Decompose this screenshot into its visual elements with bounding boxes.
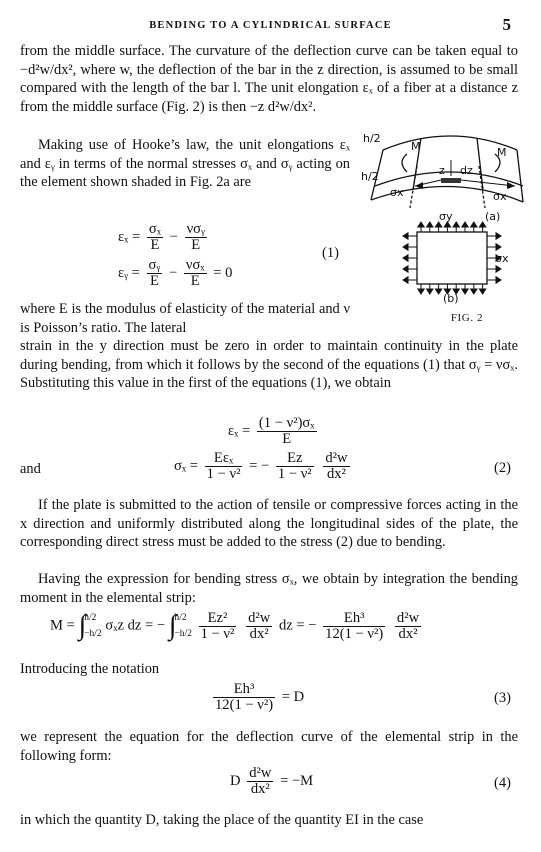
label-h2-bottom: h/2	[361, 170, 379, 183]
label-part-b: (b)	[443, 292, 459, 305]
label-sigma-y: σy	[439, 210, 453, 223]
page-header	[0, 14, 541, 38]
eqM-f3-denominator: 12(1 − ν²)	[325, 625, 384, 642]
equation-moment	[50, 610, 424, 642]
eq2-f3-denominator: dx²	[326, 466, 346, 482]
eq2-fraction-3	[323, 451, 349, 482]
eq3-rhs: = D	[281, 688, 305, 705]
eqM-f1-numerator: Ez²	[199, 611, 237, 627]
paragraph-direct-stress: If the plate is submitted to the action of tensile or compressive forces acting in the x direction and uniformly distributed along the longitudinal sides of the plate, the corresponding direct stress must be added to the stress (2) due to bending.	[20, 497, 518, 550]
equation-1b	[118, 258, 232, 289]
sigma-y-arrow-bottom-head	[418, 289, 424, 294]
eq1b-f1-numerator: σᵧ	[148, 257, 161, 273]
eq4-D: D	[230, 772, 241, 789]
eq1a-f2-denominator: E	[191, 237, 201, 253]
paragraph-deflection-form: we represent the equation for the deflection curve of the elemental strip in the following form:	[20, 729, 518, 764]
eq-ex-fraction	[257, 416, 317, 447]
moment-arrow-left	[402, 154, 407, 172]
paragraph-lateral-strain: strain in the y direction must be zero in order to maintain continuity in the plate during bending, from which it follows by the second of the equations (1) that σᵧ = νσₓ. Substituting this value in the first of the equations (1), we obtain	[20, 338, 518, 391]
eqM-limits-1	[84, 610, 102, 642]
eq4-denominator: dx²	[250, 781, 270, 797]
equation-2-number: (2)	[494, 460, 511, 476]
label-dz: dz	[460, 164, 473, 177]
equation-3	[210, 682, 304, 713]
paragraph-curvature: from the middle surface. The curvature of the deflection curve can be taken equal to −d²w/dx², where w, the deflection of the bar in the z direction, is assumed to be small compared with the length of the bar l. The unit elongation εₓ of a fiber at a distance z from the middle surface (Fig. 2) is then −z d²w/dx².	[20, 43, 518, 115]
sigma-y-arrow-top-head	[453, 222, 459, 227]
sigma-y-arrow-top-head	[462, 222, 468, 227]
label-h2-top: h/2	[363, 132, 381, 145]
paragraph-modulus: where E is the modulus of elasticity of the material and ν is Poisson’s ratio. The lateral	[20, 301, 350, 336]
plate-element-rectangle	[417, 232, 487, 284]
section-dashed-left	[410, 166, 417, 208]
sigma-x-arrows	[403, 233, 501, 283]
eqM-integral-2: ∫	[168, 610, 177, 641]
word-and: and	[20, 461, 41, 477]
eq-ex-denominator: E	[282, 431, 292, 447]
running-head: BENDING TO A CYLINDRICAL SURFACE	[149, 20, 392, 31]
sigma-x-arrow-left-head	[403, 244, 408, 250]
eq1b-f1-denominator: E	[149, 273, 159, 289]
eq2-f2-numerator: Ez	[276, 451, 314, 467]
eqM-fraction-1	[199, 611, 237, 642]
eq1a-f1-numerator: σₓ	[148, 221, 162, 237]
eq1a-fraction-2	[185, 222, 207, 253]
eqM-f2-numerator: d²w	[248, 609, 271, 626]
paragraph-hookes-law: Making use of Hooke’s law, the unit elongations εₓ and εᵧ in terms of the normal stresses σₓ and σᵧ acting on the element shown shaded in Fig. 2a are	[20, 137, 350, 190]
label-moment-right: M	[497, 146, 507, 159]
eq4-fraction	[247, 766, 273, 797]
eq3-numerator: Eh³	[213, 682, 275, 698]
eq1b-minus: −	[168, 264, 178, 281]
eqM-integrand: σₓz dz = −	[105, 617, 166, 634]
eqM-f4-numerator: d²w	[396, 609, 420, 626]
label-sigma-x-right: σx	[493, 190, 507, 203]
label-moment-left: M	[411, 140, 421, 153]
eq3-fraction	[213, 682, 275, 713]
eqM-f1-denominator: 1 − ν²	[200, 625, 235, 642]
sigma-x-arrow-right-head	[496, 277, 501, 283]
sigma-y-arrow-bottom-head	[479, 289, 485, 294]
eq3-denominator: 12(1 − ν²)	[215, 697, 274, 713]
eqM-fraction-3	[323, 611, 385, 642]
eqM-upper-2: h/2	[174, 613, 187, 623]
eqM-dz: dz = −	[278, 617, 317, 634]
eq1a-minus: −	[169, 228, 178, 245]
eq-ex-lhs: εₓ =	[228, 422, 251, 439]
figure-2	[355, 128, 525, 328]
sigma-x-arrow-left-head	[403, 233, 408, 239]
eq2-f3-numerator: d²w	[325, 450, 348, 466]
eq1a-fraction-1	[147, 222, 163, 253]
eqM-limits-2	[174, 610, 192, 642]
sigma-x-arrow-left-head	[403, 266, 408, 272]
eq1b-fraction-2	[184, 258, 207, 289]
eqM-integral-1: ∫	[78, 610, 87, 641]
sigma-y-arrow-bottom-head	[435, 289, 441, 294]
eq2-lhs: σₓ =	[174, 457, 198, 474]
eq-ex-numerator: (1 − ν²)σₓ	[258, 415, 315, 431]
eqM-lhs: M =	[50, 617, 75, 634]
figure-2b-element	[417, 232, 487, 284]
figure-caption: FIG. 2	[450, 312, 484, 324]
label-sigma-x-b: σx	[495, 252, 509, 265]
eqM-f3-numerator: Eh³	[323, 611, 385, 627]
eqM-lower-1: −h/2	[84, 629, 102, 639]
sigma-x-arrow-left-head	[403, 255, 408, 261]
equation-1-number: (1)	[322, 245, 339, 261]
eq4-numerator: d²w	[249, 765, 272, 781]
eq1a-lhs: εₓ =	[118, 228, 141, 245]
eq2-middle: = −	[249, 457, 270, 474]
paragraph-bending-moment: Having the expression for bending stress σₓ, we obtain by integration the bending moment in the elemental strip:	[20, 571, 518, 606]
equation-3-number: (3)	[494, 690, 511, 706]
eqM-fraction-2	[246, 611, 272, 642]
sigma-y-arrow-top-head	[471, 222, 477, 227]
eqM-f2-denominator: dx²	[249, 625, 269, 642]
paragraph-flexural-rigidity: in which the quantity D, taking the place of the quantity EI in the case	[20, 812, 424, 828]
eq2-f1-numerator: Eεₓ	[205, 451, 243, 467]
sigma-x-arrow-left-head	[403, 277, 408, 283]
equation-4	[230, 766, 313, 797]
page-number: 5	[502, 15, 511, 34]
eq1b-f2-denominator: E	[190, 273, 200, 289]
sigma-y-arrow-top-head	[427, 222, 433, 227]
equation-epsilon-x	[228, 416, 320, 447]
eq1b-lhs: εᵧ =	[118, 264, 140, 281]
eq2-f2-denominator: 1 − ν²	[277, 466, 312, 482]
sigma-x-arrow-right-head	[496, 244, 501, 250]
equation-2	[174, 451, 353, 482]
sigma-x-arrow-right-head	[496, 266, 501, 272]
eq2-f1-denominator: 1 − ν²	[206, 466, 241, 482]
section-dashed-right	[479, 166, 485, 208]
sigma-y-arrows	[418, 222, 486, 294]
label-part-a: (a)	[485, 210, 501, 223]
eq1a-f1-denominator: E	[150, 237, 160, 253]
eqM-f4-denominator: dx²	[398, 625, 418, 642]
sigma-y-arrow-bottom-head	[471, 289, 477, 294]
eq1b-fraction-1	[147, 258, 163, 289]
eq1b-rhs: = 0	[213, 264, 233, 281]
eq1b-f2-numerator: νσₓ	[185, 257, 205, 273]
sigma-y-arrow-bottom-head	[462, 289, 468, 294]
sigma-y-arrow-bottom-head	[427, 289, 433, 294]
shaded-fiber	[441, 178, 461, 183]
paragraph-notation: Introducing the notation	[20, 661, 160, 677]
label-sigma-x-left: σx	[390, 186, 404, 199]
equation-4-number: (4)	[494, 775, 511, 791]
eq4-rhs: = −M	[280, 772, 314, 789]
eqM-fraction-4	[395, 611, 421, 642]
eq1a-f2-numerator: νσᵧ	[186, 221, 205, 237]
eq2-fraction-2	[276, 451, 314, 482]
sigma-y-arrow-top-head	[418, 222, 424, 227]
label-z: z	[439, 164, 445, 177]
eqM-upper-1: h/2	[84, 613, 97, 623]
eqM-lower-2: −h/2	[174, 629, 192, 639]
eq2-fraction-1	[205, 451, 243, 482]
sigma-x-arrow-right-head	[496, 233, 501, 239]
strip-right-end	[517, 150, 523, 202]
equation-1a	[118, 222, 210, 253]
